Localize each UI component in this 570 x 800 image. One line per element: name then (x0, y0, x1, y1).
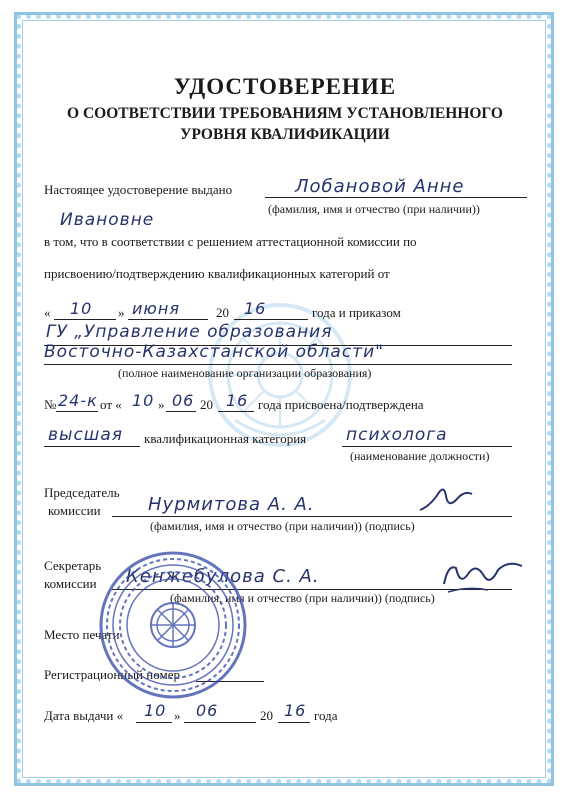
assigned-text: года присвоена/подтверждена (258, 397, 424, 412)
chairman-name: Нурмитова А. А. (148, 494, 315, 515)
issued-to-label: Настоящее удостоверение выдано (44, 182, 233, 197)
chairman-label-line1: Председатель (44, 485, 120, 500)
date-year-prefix: 20 (216, 305, 229, 320)
recipient-name-line1: Лобановой Анне (295, 176, 465, 197)
official-stamp-icon (98, 550, 248, 700)
order-month-underline (166, 411, 196, 412)
category-label: квалификационная категория (144, 431, 307, 446)
chairman-underline (112, 516, 512, 517)
registration-label: Регистрационный номер (44, 667, 180, 682)
position-caption: (наименование должности) (350, 449, 490, 463)
organization-line2: Восточно-Казахстанской области" (44, 342, 384, 362)
document-subtitle-line2: УРОВНЯ КВАЛИФИКАЦИИ (180, 126, 390, 143)
order-text: года и приказом (312, 305, 401, 320)
secretary-caption: (фамилия, имя и отчество (при наличии)) (подпись) (170, 591, 435, 605)
date-close-quote: » (118, 305, 125, 320)
order-year: 16 (226, 391, 249, 410)
category-underline (44, 446, 140, 447)
secretary-name: Кенжебулова С. А. (126, 566, 320, 587)
issue-date-label: Дата выдачи « (44, 708, 124, 723)
organization-line1: ГУ „Управление образования (46, 322, 333, 342)
issue-day-close: » (174, 708, 181, 723)
issue-month: 06 (196, 701, 219, 720)
position-underline (342, 446, 512, 447)
document-subtitle-line1: О СООТВЕТСТВИИ ТРЕБОВАНИЯМ УСТАНОВЛЕННОГО (67, 105, 503, 122)
chairman-signature-icon (416, 480, 476, 516)
position-value: психолога (346, 425, 448, 445)
date-month-underline (128, 319, 208, 320)
issue-year-underline (278, 722, 310, 723)
chairman-label-line2: комиссии (48, 503, 101, 518)
issue-year: 16 (284, 701, 307, 720)
date-day: 10 (70, 299, 93, 318)
secretary-label-line1: Секретарь (44, 558, 102, 573)
recipient-name-line2: Ивановне (60, 210, 155, 230)
issue-day-underline (136, 722, 172, 723)
name-caption: (фамилия, имя и отчество (при наличии)) (268, 202, 480, 216)
order-day: 10 (132, 391, 155, 410)
order-number: 24-к (58, 391, 98, 410)
secretary-signature-icon (438, 556, 528, 596)
date-month: июня (132, 299, 180, 318)
order-number-prefix: № (44, 397, 57, 412)
order-year-prefix: 20 (200, 397, 213, 412)
document-title: УДОСТОВЕРЕНИЕ (173, 74, 397, 99)
order-month: 06 (172, 391, 195, 410)
body-text-line1: в том, что в соответствии с решением аттестационной комиссии по (44, 234, 417, 249)
date-open-quote: « (44, 305, 51, 320)
issue-month-underline (184, 722, 256, 723)
organization-caption: (полное наименование организации образования) (118, 366, 372, 380)
order-day-close: » (158, 397, 165, 412)
body-text-line2: присвоению/подтверждению квалификационных категорий от (44, 266, 390, 281)
issue-year-suffix: года (314, 708, 338, 723)
order-number-underline (56, 411, 98, 412)
date-day-underline (54, 319, 116, 320)
secretary-label-line2: комиссии (44, 576, 97, 591)
issue-day: 10 (144, 701, 167, 720)
stamp-place-label: Место печати (44, 627, 120, 642)
order-from-label: от « (100, 397, 122, 412)
name-underline (265, 197, 527, 198)
chairman-caption: (фамилия, имя и отчество (при наличии)) (подпись) (150, 519, 415, 533)
organization-underline2 (44, 364, 512, 365)
issue-year-prefix: 20 (260, 708, 273, 723)
category-value: высшая (48, 425, 123, 445)
date-year: 16 (244, 299, 267, 318)
date-year-underline (234, 319, 308, 320)
order-year-underline (218, 411, 254, 412)
